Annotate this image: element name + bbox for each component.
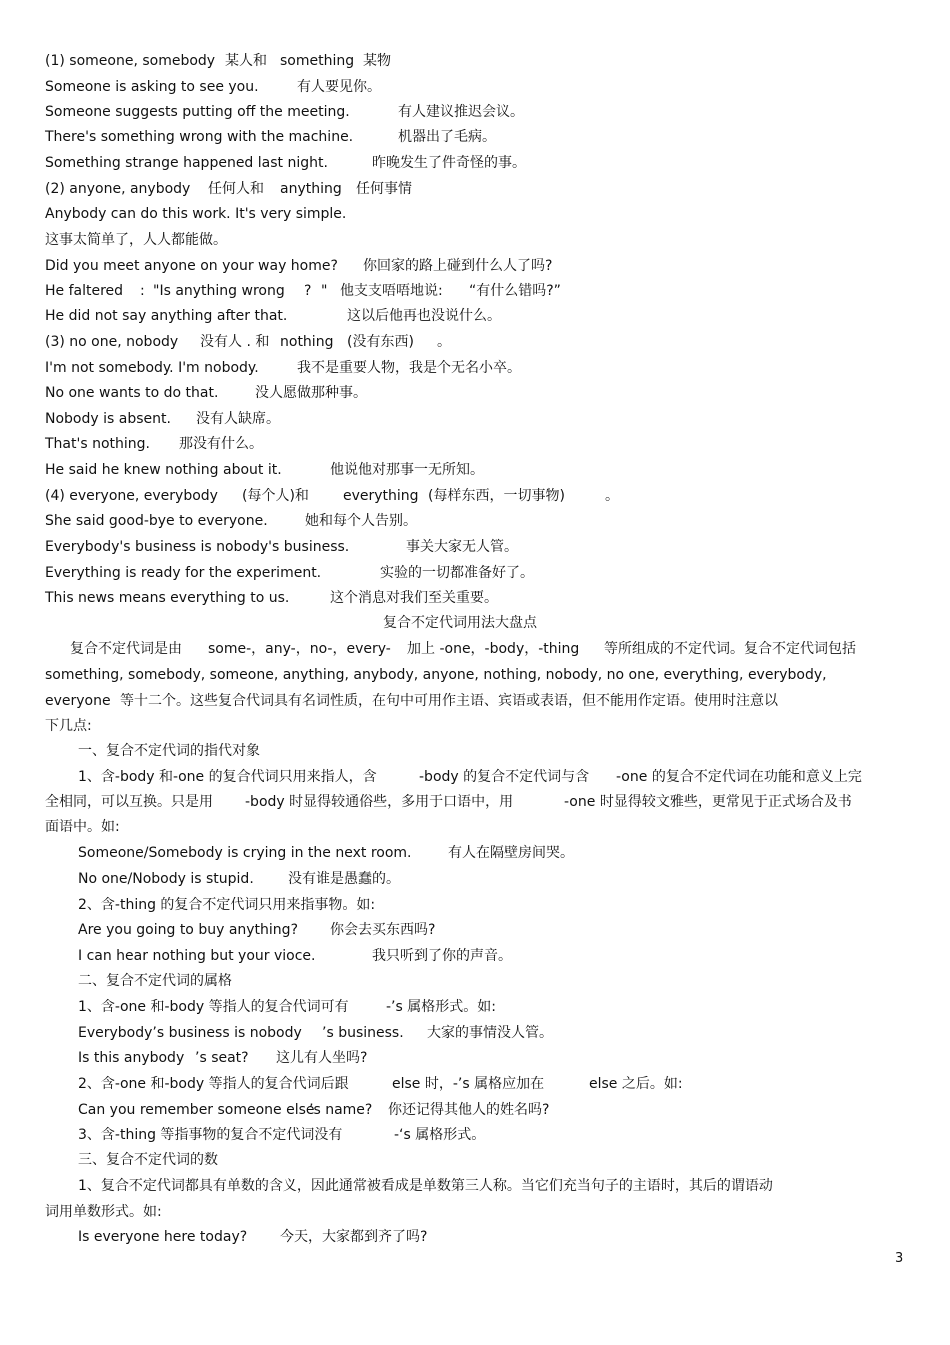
example-en: ’s seat? bbox=[195, 1050, 249, 1066]
example-line bbox=[45, 1046, 880, 1071]
paragraph-line bbox=[45, 815, 880, 840]
example-line bbox=[45, 432, 880, 457]
example-en: She said good-bye to everyone. bbox=[45, 513, 268, 529]
translation: 某人和 bbox=[225, 53, 267, 69]
paragraph-text: -one 的复合不定代词在功能和意义上完 bbox=[616, 769, 862, 785]
example-en: Something strange happened last night. bbox=[45, 155, 328, 171]
example-en: Everybody’s business is nobody bbox=[78, 1025, 302, 1041]
section-title bbox=[383, 611, 537, 636]
paragraph-text: 面语中。如: bbox=[45, 819, 120, 835]
term: anything bbox=[280, 181, 342, 197]
term: something bbox=[280, 53, 355, 69]
paragraph-line bbox=[45, 663, 880, 688]
example-zh: 这儿有人坐吗? bbox=[276, 1050, 368, 1066]
term-heading: (4) everyone, everybody bbox=[45, 488, 218, 504]
example-line bbox=[45, 509, 880, 534]
paragraph-text: -’s 属格形式。如: bbox=[386, 999, 496, 1015]
paragraph-text: -‘s 属格形式。 bbox=[394, 1127, 486, 1143]
example-line bbox=[45, 125, 880, 150]
example-zh: 这个消息对我们至关重要。 bbox=[330, 590, 498, 606]
example-en: He said he knew nothing about it. bbox=[45, 462, 282, 478]
translation: (每个人)和 bbox=[242, 488, 309, 504]
translation: 。 bbox=[437, 334, 451, 350]
example-line bbox=[45, 918, 880, 943]
example-zh: 他支支唔唔地说: bbox=[340, 283, 443, 299]
example-en: Anybody can do this work. It's very simple. bbox=[45, 206, 347, 222]
paragraph-text: 全相同，可以互换。只是用 bbox=[45, 794, 213, 810]
example-zh: 没有人缺席。 bbox=[196, 411, 280, 427]
example-en: Can you remember someone else bbox=[78, 1102, 315, 1118]
example-en: Are you going to buy anything? bbox=[78, 922, 298, 938]
text-line bbox=[45, 484, 880, 509]
example-zh: 有人要见你。 bbox=[297, 79, 381, 95]
paragraph-text: 2、含-one 和-body 等指人的复合代词后跟 bbox=[78, 1076, 349, 1092]
term-heading: (1) someone, somebody bbox=[45, 53, 216, 69]
example-en: ’s business. bbox=[322, 1025, 404, 1041]
paragraph-text: 3、含-thing 等指事物的复合不定代词没有 bbox=[78, 1127, 343, 1143]
example-en: I'm not somebody. I'm nobody. bbox=[45, 360, 259, 376]
translation: 任何人和 bbox=[208, 181, 264, 197]
example-line bbox=[45, 151, 880, 176]
paragraph-text: some-，any-，no-，every- bbox=[208, 641, 391, 657]
term: nothing bbox=[280, 334, 334, 350]
example-line bbox=[45, 356, 880, 381]
paragraph-text: 词用单数形式。如: bbox=[45, 1204, 162, 1220]
example-en: : bbox=[140, 283, 145, 299]
paragraph-text: 等十二个。这些复合代词具有名词性质，在句中可用作主语、宾语或表语，但不能用作定语。使用时注意以 bbox=[120, 693, 778, 709]
term-heading: (3) no one, nobody bbox=[45, 334, 179, 350]
paragraph-text: else 之后。如: bbox=[589, 1076, 683, 1092]
example-zh: 大家的事情没人管。 bbox=[427, 1025, 553, 1041]
example-line bbox=[45, 304, 880, 329]
example-line bbox=[45, 841, 880, 866]
example-zh: 实验的一切都准备好了。 bbox=[380, 565, 534, 581]
example-en: This news means everything to us. bbox=[45, 590, 290, 606]
example-line bbox=[45, 535, 880, 560]
example-en: Someone suggests putting off the meeting. bbox=[45, 104, 350, 120]
text-line bbox=[45, 330, 880, 355]
example-line bbox=[45, 1225, 880, 1250]
example-line bbox=[45, 1021, 880, 1046]
paragraph-line bbox=[45, 893, 880, 918]
example-zh: 这事太简单了，人人都能做。 bbox=[45, 232, 227, 248]
example-en: Did you meet anyone on your way home? bbox=[45, 258, 338, 274]
text-line bbox=[45, 49, 880, 74]
example-line bbox=[45, 202, 880, 227]
example-line bbox=[45, 586, 880, 611]
example-en: Nobody is absent. bbox=[45, 411, 171, 427]
example-en: ? bbox=[304, 283, 312, 299]
translation: (每样东西，一切事物) bbox=[428, 488, 565, 504]
example-zh: 有人建议推迟会议。 bbox=[398, 104, 524, 120]
example-en: "Is anything wrong bbox=[153, 283, 285, 299]
translation: 。 bbox=[605, 488, 619, 504]
page-number: 3 bbox=[895, 1251, 904, 1266]
translation: 某物 bbox=[363, 53, 391, 69]
section-title-text: 复合不定代词用法大盘点 bbox=[383, 615, 537, 631]
example-en: No one wants to do that. bbox=[45, 385, 219, 401]
example-en: Everything is ready for the experiment. bbox=[45, 565, 322, 581]
paragraph-line bbox=[45, 1174, 880, 1199]
example-en: There's something wrong with the machine. bbox=[45, 129, 354, 145]
paragraph-text: something, somebody, someone, anything, anybody, anyone, nothing, nobody, no one, everything, everybody, bbox=[45, 667, 827, 683]
paragraph-text: else 时，-’s 属格应加在 bbox=[392, 1076, 545, 1092]
example-en: He faltered bbox=[45, 283, 124, 299]
example-zh: 他说他对那事一无所知。 bbox=[330, 462, 484, 478]
paragraph-line bbox=[45, 689, 880, 714]
subheading-text: 一、复合不定代词的指代对象 bbox=[78, 743, 260, 759]
example-en: Everybody's business is nobody's business. bbox=[45, 539, 350, 555]
paragraph-text: -body 的复合不定代词与含 bbox=[419, 769, 590, 785]
translation: 没有人 . 和 bbox=[200, 334, 270, 350]
example-en: " bbox=[321, 283, 328, 299]
paragraph-text: 2、含-thing 的复合不定代词只用来指事物。如: bbox=[78, 897, 376, 913]
example-en: No one/Nobody is stupid. bbox=[78, 871, 254, 887]
example-line bbox=[45, 407, 880, 432]
example-line bbox=[45, 381, 880, 406]
example-zh: 她和每个人告别。 bbox=[305, 513, 417, 529]
example-zh: 昨晚发生了件奇怪的事。 bbox=[372, 155, 526, 171]
paragraph-text: 等所组成的不定代词。复合不定代词包括 bbox=[604, 641, 856, 657]
example-line bbox=[45, 867, 880, 892]
example-line bbox=[45, 944, 880, 969]
subheading bbox=[45, 1148, 880, 1173]
paragraph-text: 1、复合不定代词都具有单数的含义，因此通常被看成是单数第三人称。当它们充当句子的主语时，其后的谓语动 bbox=[78, 1178, 773, 1194]
paragraph-line bbox=[45, 1072, 880, 1097]
example-zh: 没人愿做那种事。 bbox=[255, 385, 367, 401]
example-en: That's nothing. bbox=[45, 436, 150, 452]
example-zh: 那没有什么。 bbox=[179, 436, 263, 452]
example-line bbox=[45, 100, 880, 125]
example-zh: 机器出了毛病。 bbox=[398, 129, 496, 145]
example-line bbox=[45, 1098, 880, 1123]
paragraph-line bbox=[45, 1123, 880, 1148]
example-en: ’s name? bbox=[309, 1102, 373, 1118]
example-en: Someone/Somebody is crying in the next room. bbox=[78, 845, 412, 861]
example-zh: 我不是重要人物，我是个无名小卒。 bbox=[297, 360, 521, 376]
translation: (没有东西) bbox=[347, 334, 414, 350]
example-en: Someone is asking to see you. bbox=[45, 79, 259, 95]
term-heading: (2) anyone, anybody bbox=[45, 181, 191, 197]
paragraph-text: 1、含-one 和-body 等指人的复合代词可有 bbox=[78, 999, 349, 1015]
paragraph-text: 复合不定代词是由 bbox=[70, 641, 182, 657]
example-zh: 这以后他再也没说什么。 bbox=[347, 308, 501, 324]
translation: 任何事情 bbox=[356, 181, 412, 197]
paragraph-text: 1、含-body 和-one 的复合代词只用来指人，含 bbox=[78, 769, 377, 785]
subheading bbox=[45, 739, 880, 764]
example-zh: 今天，大家都到齐了吗? bbox=[280, 1229, 428, 1245]
example-zh: 我只听到了你的声音。 bbox=[372, 948, 512, 964]
example-en: Is this anybody bbox=[78, 1050, 185, 1066]
example-zh: 事关大家无人管。 bbox=[406, 539, 518, 555]
example-line bbox=[45, 254, 880, 279]
subheading-text: 三、复合不定代词的数 bbox=[78, 1152, 218, 1168]
subheading-text: 二、复合不定代词的属格 bbox=[78, 973, 232, 989]
paragraph-text: 下几点: bbox=[45, 718, 92, 734]
example-line bbox=[45, 561, 880, 586]
paragraph-text: everyone bbox=[45, 693, 111, 709]
example-zh: 你回家的路上碰到什么人了吗? bbox=[363, 258, 553, 274]
example-line bbox=[45, 75, 880, 100]
example-line bbox=[45, 279, 880, 304]
paragraph-line bbox=[45, 1200, 880, 1225]
example-en: Is everyone here today? bbox=[78, 1229, 248, 1245]
subheading bbox=[45, 969, 880, 994]
example-zh: 有人在隔壁房间哭。 bbox=[448, 845, 574, 861]
paragraph-line bbox=[45, 790, 880, 815]
paragraph-text: 加上 -one，-body，-thing bbox=[407, 641, 580, 657]
term: everything bbox=[343, 488, 419, 504]
paragraph-text: -body 时显得较通俗些，多用于口语中，用 bbox=[245, 794, 514, 810]
example-line bbox=[45, 228, 880, 253]
example-line bbox=[45, 458, 880, 483]
paragraph-line bbox=[45, 995, 880, 1020]
paragraph-line bbox=[45, 765, 880, 790]
paragraph-line bbox=[45, 637, 880, 662]
example-zh: “有什么错吗?” bbox=[469, 283, 561, 299]
example-en: I can hear nothing but your vioce. bbox=[78, 948, 316, 964]
paragraph-text: -one 时显得较文雅些，更常见于正式场合及书 bbox=[564, 794, 852, 810]
example-zh: 你会去买东西吗? bbox=[330, 922, 436, 938]
example-zh: 没有谁是愚蠢的。 bbox=[288, 871, 400, 887]
example-zh: 你还记得其他人的姓名吗? bbox=[388, 1102, 550, 1118]
example-en: He did not say anything after that. bbox=[45, 308, 288, 324]
text-line bbox=[45, 177, 880, 202]
paragraph-line bbox=[45, 714, 880, 739]
